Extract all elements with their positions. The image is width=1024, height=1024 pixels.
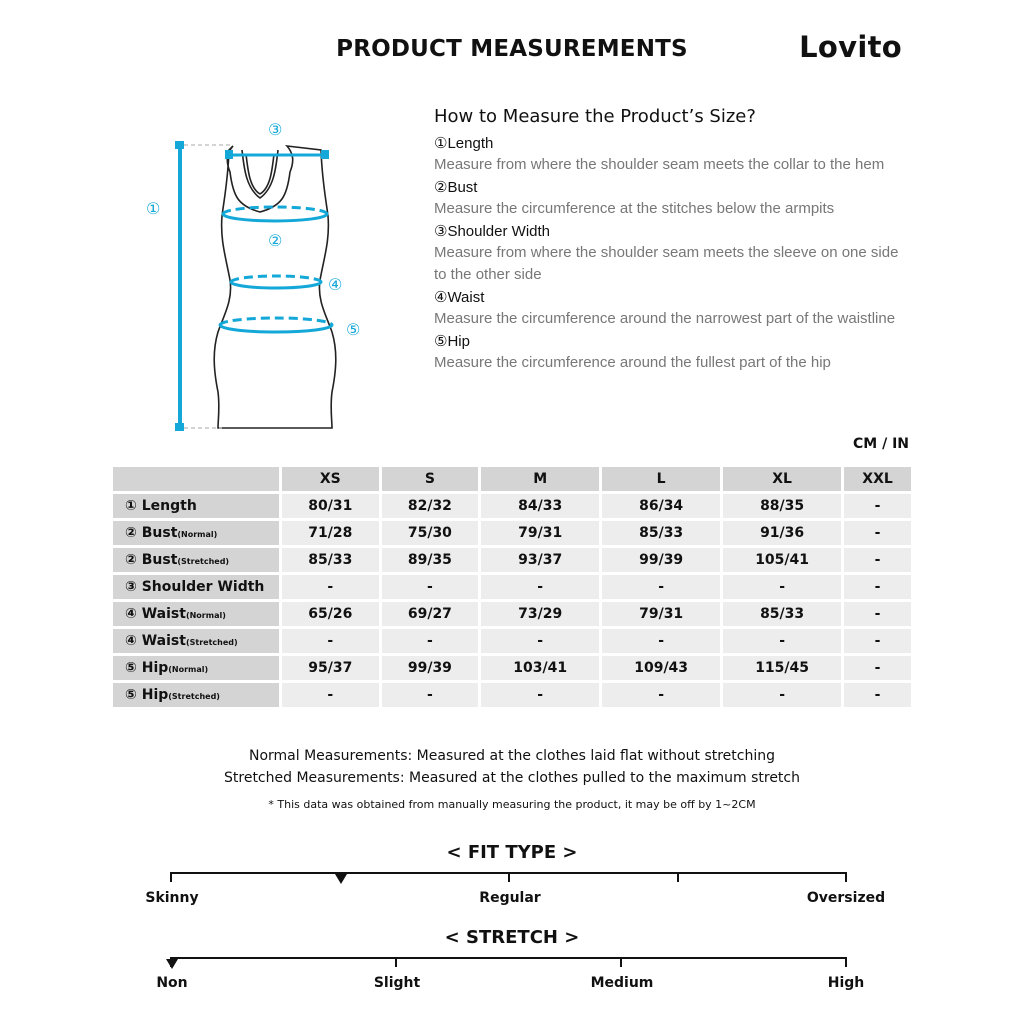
size-header: S (382, 467, 479, 491)
table-cell: - (481, 575, 599, 599)
howto-item-desc: Measure the circumference around the fullest part of the hip (434, 354, 831, 371)
row-label-text: ① Length (125, 498, 197, 514)
table-corner (113, 467, 279, 491)
table-row (113, 629, 911, 653)
table-cell: - (602, 629, 720, 653)
table-cell: - (602, 683, 720, 707)
table-cell: - (481, 683, 599, 707)
row-label (113, 575, 279, 599)
table-cell: 99/39 (382, 656, 479, 680)
howto-heading: How to Measure the Product’s Size? (434, 106, 756, 127)
fit-label-oversized: Oversized (806, 890, 886, 906)
table-cell: - (382, 575, 479, 599)
row-label (113, 602, 279, 626)
row-label-sub: (Stretched) (185, 638, 238, 647)
row-label-text: ④ Waist (125, 606, 186, 622)
table-cell: - (723, 575, 841, 599)
row-label (113, 494, 279, 518)
howto-item-name: ①Length (434, 135, 494, 152)
howto-item-name: ④Waist (434, 289, 485, 306)
table-cell: 79/31 (602, 602, 720, 626)
table-cell: - (844, 602, 911, 626)
table-cell: - (844, 575, 911, 599)
table-cell: 75/30 (382, 521, 479, 545)
table-cell: - (844, 521, 911, 545)
table-cell: 82/32 (382, 494, 479, 518)
fit-type-marker (335, 874, 347, 884)
table-cell: 73/29 (481, 602, 599, 626)
row-label-text: ⑤ Hip (125, 660, 169, 676)
table-cell: 109/43 (602, 656, 720, 680)
table-cell: 89/35 (382, 548, 479, 572)
table-cell: 79/31 (481, 521, 599, 545)
disclaimer-note: * This data was obtained from manually measuring the product, it may be off by 1~2CM (268, 798, 756, 811)
howto-item-length (434, 133, 914, 176)
size-header: XS (282, 467, 379, 491)
table-cell: 88/35 (723, 494, 841, 518)
row-label-text: ③ Shoulder Width (125, 579, 265, 595)
size-header: XL (723, 467, 841, 491)
table-cell: 69/27 (382, 602, 479, 626)
row-label (113, 521, 279, 545)
fit-type-tick (845, 872, 847, 882)
table-cell: 85/33 (602, 521, 720, 545)
stretch-tick (845, 957, 847, 967)
howto-item-name: ②Bust (434, 179, 478, 196)
table-cell: 103/41 (481, 656, 599, 680)
table-row (113, 494, 911, 518)
table-cell: 84/33 (481, 494, 599, 518)
brand-logo: Lovito (799, 30, 902, 64)
howto-item-waist (434, 287, 914, 330)
stretch-scale-line (171, 957, 847, 959)
row-label (113, 656, 279, 680)
diagram-label-bust: ② (268, 231, 283, 250)
row-label-sub: (Normal) (177, 530, 218, 539)
table-row (113, 656, 911, 680)
fit-label-regular: Regular (479, 890, 541, 906)
table-row (113, 521, 911, 545)
table-cell: 99/39 (602, 548, 720, 572)
table-cell: 93/37 (481, 548, 599, 572)
row-label-text: ② Bust (125, 525, 178, 541)
table-cell: 86/34 (602, 494, 720, 518)
table-cell: - (844, 629, 911, 653)
howto-item-shoulder (434, 221, 914, 286)
howto-item-bust (434, 177, 914, 220)
stretch-title: < STRETCH > (444, 927, 580, 948)
fit-type-tick (677, 872, 679, 882)
size-table (110, 464, 914, 710)
row-label-text: ② Bust (125, 552, 178, 568)
diagram-label-length: ① (146, 199, 161, 218)
fit-type-title: < FIT TYPE > (446, 842, 578, 863)
table-cell: - (844, 548, 911, 572)
table-cell: - (282, 683, 379, 707)
size-header-row (113, 467, 911, 491)
table-row (113, 683, 911, 707)
fit-type-tick (508, 872, 510, 882)
table-cell: 91/36 (723, 521, 841, 545)
howto-item-name: ⑤Hip (434, 333, 470, 350)
table-cell: - (382, 629, 479, 653)
stretch-label-medium: Medium (590, 975, 654, 991)
table-cell: - (723, 683, 841, 707)
size-header: L (602, 467, 720, 491)
page-title: PRODUCT MEASUREMENTS (336, 36, 688, 62)
stretch-label-high: High (827, 975, 865, 991)
unit-label: CM / IN (853, 436, 909, 452)
table-cell: - (723, 629, 841, 653)
table-cell: - (282, 575, 379, 599)
howto-item-hip (434, 331, 914, 374)
table-cell: 95/37 (282, 656, 379, 680)
table-row (113, 602, 911, 626)
table-cell: 65/26 (282, 602, 379, 626)
howto-item-desc: Measure the circumference at the stitches below the armpits (434, 200, 835, 217)
diagram-label-shoulder: ③ (268, 120, 283, 139)
row-label-sub: (Stretched) (177, 557, 230, 566)
howto-item-desc: Measure the circumference around the narrowest part of the waistline (434, 310, 896, 327)
table-cell: 71/28 (282, 521, 379, 545)
row-label-sub: (Normal) (168, 665, 209, 674)
table-row (113, 548, 911, 572)
howto-item-desc: Measure from where the shoulder seam meets the sleeve on one side to the other side (434, 244, 899, 283)
fit-type-tick (170, 872, 172, 882)
table-cell: - (282, 629, 379, 653)
stretch-tick (620, 957, 622, 967)
stretched-note: Stretched Measurements: Measured at the clothes pulled to the maximum stretch (224, 770, 800, 786)
how-to-measure (434, 106, 914, 374)
row-label (113, 683, 279, 707)
table-cell: - (382, 683, 479, 707)
diagram-label-waist: ④ (328, 275, 343, 294)
row-label-text: ⑤ Hip (125, 687, 169, 703)
table-cell: 105/41 (723, 548, 841, 572)
row-label-sub: (Normal) (185, 611, 226, 620)
row-label (113, 548, 279, 572)
table-cell: 85/33 (282, 548, 379, 572)
normal-note: Normal Measurements: Measured at the clothes laid flat without stretching (249, 748, 775, 764)
row-label-text: ④ Waist (125, 633, 186, 649)
row-label (113, 629, 279, 653)
table-cell: 115/45 (723, 656, 841, 680)
howto-item-name: ③Shoulder Width (434, 223, 551, 240)
stretch-tick (395, 957, 397, 967)
stretch-label-non: Non (156, 975, 188, 991)
table-cell: - (844, 656, 911, 680)
table-cell: 85/33 (723, 602, 841, 626)
fit-label-skinny: Skinny (145, 890, 199, 906)
table-cell: - (602, 575, 720, 599)
stretch-marker (166, 959, 178, 969)
stretch-label-slight: Slight (373, 975, 421, 991)
diagram-label-hip: ⑤ (346, 320, 361, 339)
size-header: M (481, 467, 599, 491)
table-row (113, 575, 911, 599)
dress-diagram (130, 110, 380, 440)
table-cell: 80/31 (282, 494, 379, 518)
howto-item-desc: Measure from where the shoulder seam meets the collar to the hem (434, 156, 885, 173)
table-cell: - (481, 629, 599, 653)
table-cell: - (844, 683, 911, 707)
row-label-sub: (Stretched) (168, 692, 220, 701)
table-cell: - (844, 494, 911, 518)
size-header: XXL (844, 467, 911, 491)
